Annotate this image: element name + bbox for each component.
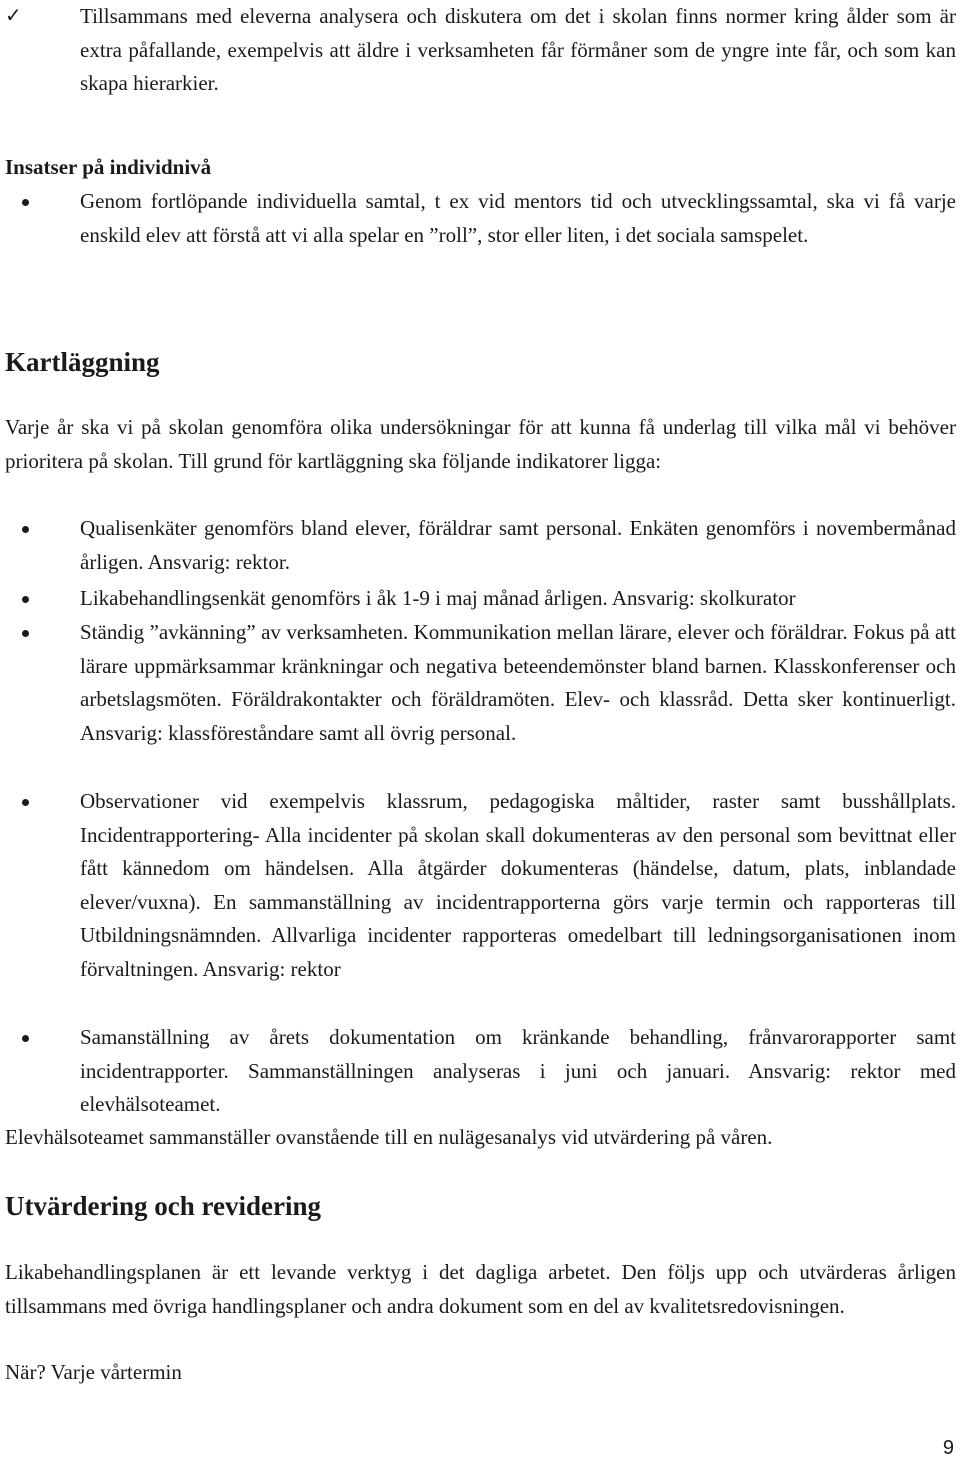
evaluation-when: När? Varje vårtermin xyxy=(5,1360,182,1384)
survey-intro: Varje år ska vi på skolan genomföra olika undersökningar för att kunna få underlag till vilka mål vi behöver prioritera på skolan. Till grund för kartläggning ska följande indikatorer ligga: xyxy=(5,415,956,473)
section-heading-individual: Insatser på individnivå xyxy=(5,155,212,179)
list-item-text: Qualisenkäter genomförs bland elever, föräldrar samt personal. Enkäten genomförs i novembermånad årligen. Ansvarig: rektor. xyxy=(80,516,956,574)
section-heading-survey: Kartläggning xyxy=(5,347,160,377)
list-item-text: Genom fortlöpande individuella samtal, t ex vid mentors tid och utvecklingssamtal, ska vi få varje enskild elev att förstå att vi alla spelar en ”roll”, stor eller liten, i det sociala samspelet. xyxy=(80,189,956,247)
checkmark-icon: ✓ xyxy=(5,3,22,27)
list-item-text: Likabehandlingsenkät genomförs i åk 1-9 i maj månad årligen. Ansvarig: skolkurator xyxy=(80,586,796,610)
bullet-icon xyxy=(22,526,29,533)
checklist-item-text: Tillsammans med eleverna analysera och diskutera om det i skolan finns normer kring ålder som är extra påfallande, exempelvis att äldre i verksamheten får förmåner som de yngre inte får, och som kan skapa hierarkier. xyxy=(80,4,956,95)
checklist-item xyxy=(5,0,956,101)
bullet-icon xyxy=(22,1035,29,1042)
list-item xyxy=(5,512,956,579)
bullet-icon xyxy=(22,596,29,603)
list-item-text: Observationer vid exempelvis klassrum, pedagogiska måltider, raster samt busshållplats. Incidentrapportering- Alla incidenter på skolan skall dokumenteras av den personal som bevittnat eller fått kännedom om händelsen. Alla åtgärder dokumenteras (händelse, datum, plats, inblandade elever/vuxna). En sammanställning av incidentrapporterna görs varje termin och rapporteras till Utbildningsnämnden. Allvarliga incidenter rapporteras omedelbart till ledningsorganisationen inom förvaltningen. Ansvarig: rektor xyxy=(80,789,956,981)
list-item xyxy=(5,1021,956,1122)
evaluation-body: Likabehandlingsplanen är ett levande verktyg i det dagliga arbetet. Den följs upp och utvärderas årligen tillsammans med övriga handlingsplaner och andra dokument som en del av kvalitetsredovisningen. xyxy=(5,1260,956,1318)
list-item xyxy=(5,785,956,986)
page-number: 9 xyxy=(942,1437,954,1459)
list-item xyxy=(5,582,956,616)
bullet-icon xyxy=(22,630,29,637)
list-item xyxy=(5,185,956,252)
section-heading-evaluation: Utvärdering och revidering xyxy=(5,1191,321,1221)
list-item-text: Samanställning av årets dokumentation om kränkande behandling, frånvarorapporter samt incidentrapporter. Sammanställningen analyseras i juni och januari. Ansvarig: rektor med elevhälsoteamet. xyxy=(80,1025,956,1116)
list-item xyxy=(5,616,956,750)
survey-closing: Elevhälsoteamet sammanställer ovanstående till en nulägesanalys vid utvärdering på våren. xyxy=(5,1125,773,1149)
bullet-icon xyxy=(22,199,29,206)
list-item-text: Ständig ”avkänning” av verksamheten. Kommunikation mellan lärare, elever och föräldrar. Fokus på att lärare uppmärksammar kränkningar och negativa beteendemönster bland barnen. Klasskonferenser och arbetslagsmöten. Föräldrakontakter och föräldramöten. Elev- och klassråd. Detta sker kontinuerligt. Ansvarig: klassföreståndare samt all övrig personal. xyxy=(80,620,956,745)
bullet-icon xyxy=(22,799,29,806)
